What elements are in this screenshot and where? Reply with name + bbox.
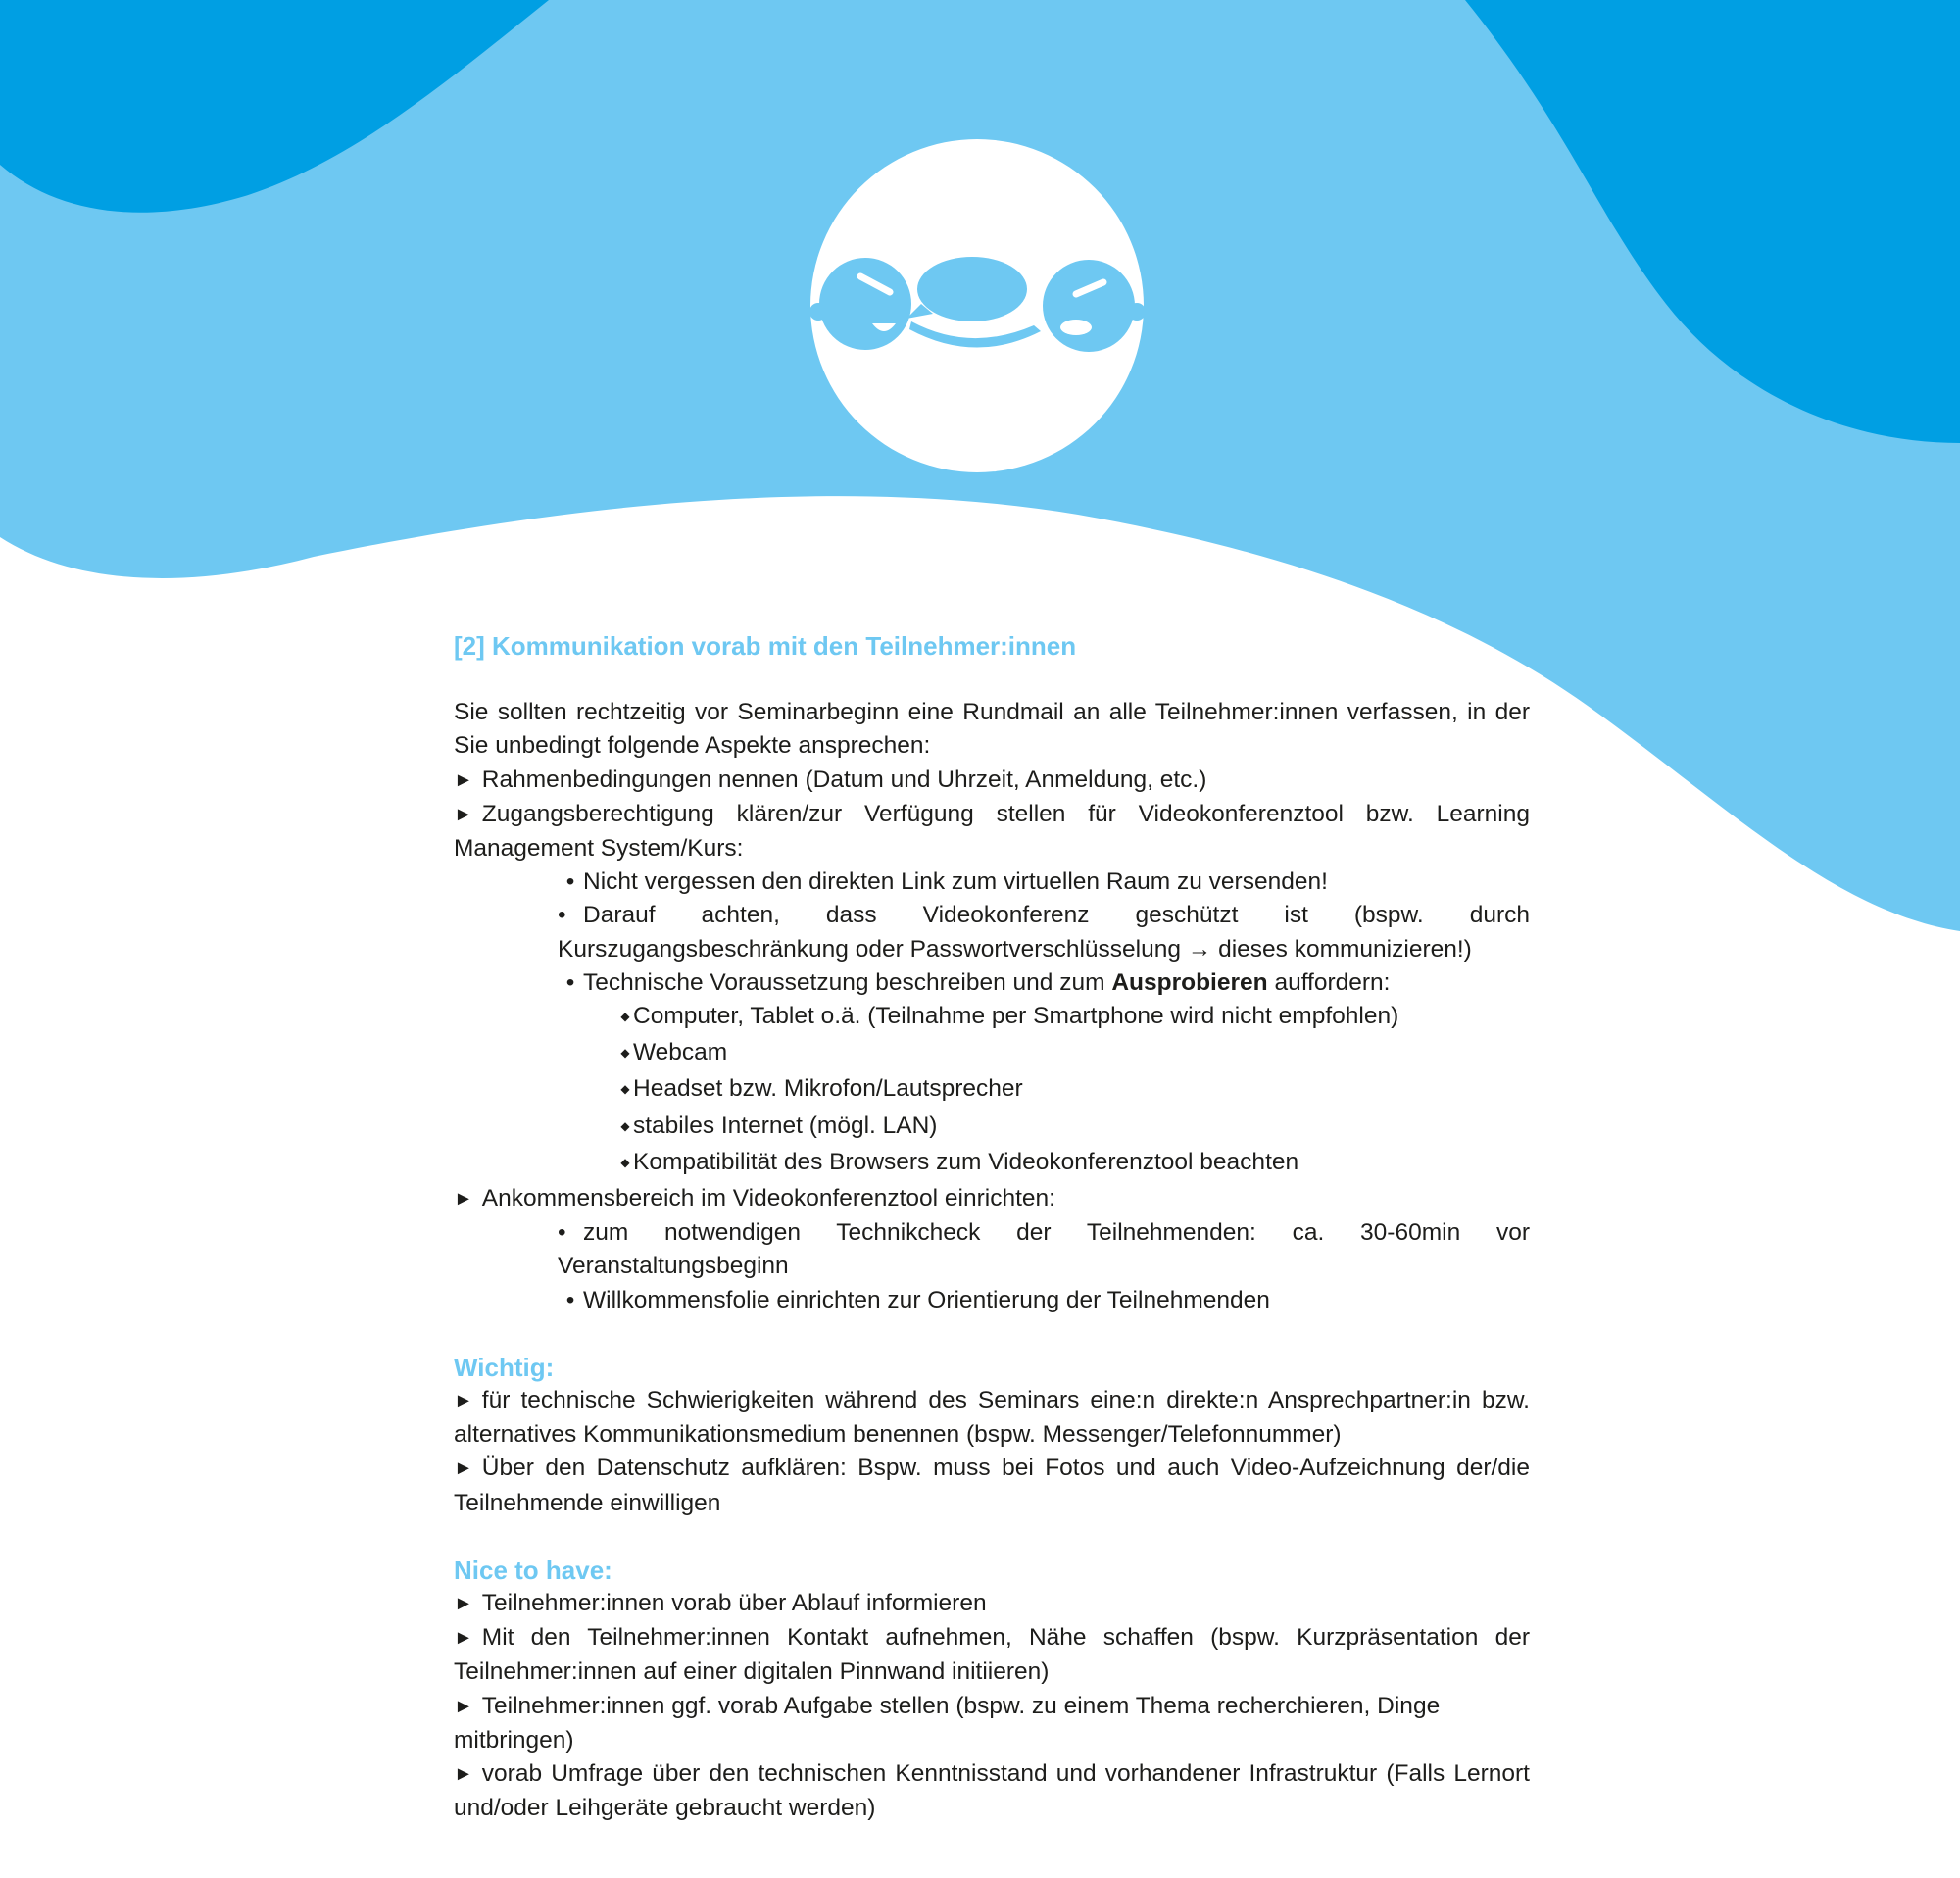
dot-bullet-icon: • <box>565 868 575 896</box>
arrow-bullet-icon: ► <box>454 1188 473 1211</box>
document-content <box>454 629 1530 1826</box>
diamond-bullet-icon: ◆ <box>620 1046 630 1061</box>
list-item: ► Zugangsberechtigung klären/zur Verfügung stellen für Videokonferenztool bzw. Learning Management System/Kurs: <box>454 800 1530 863</box>
wichtig-title: Wichtig: <box>454 1352 555 1382</box>
list-item: ► für technische Schwierigkeiten während des Seminars eine:n direkte:n Ansprechpartner:in bzw. alternatives Kommunikationsmedium benennen (bspw. Messenger/Telefonnummer) <box>454 1387 1530 1449</box>
list-item: • Technische Voraussetzung beschreiben und zum Ausprobieren auffordern: <box>454 966 1530 1000</box>
arrow-bullet-icon: ► <box>454 1458 473 1480</box>
list-item: ► vorab Umfrage über den technischen Kenntnisstand und vorhandener Infrastruktur (Falls Lernort und/oder Leihgeräte gebraucht werden) <box>454 1760 1530 1822</box>
diamond-bullet-icon: ◆ <box>620 1010 630 1024</box>
list-item: ► Über den Datenschutz aufklären: Bspw. muss bei Fotos und auch Video-Aufzeichnung der/die Teilnehmende einwilligen <box>454 1455 1530 1516</box>
list-item: ◆ Kompatibilität des Browsers zum Videokonferenztool beachten <box>454 1146 1530 1182</box>
arrow-bullet-icon: ► <box>454 1627 473 1650</box>
list-item: ► Mit den Teilnehmer:innen Kontakt aufnehmen, Nähe schaffen (bspw. Kurzpräsentation der Teilnehmer:innen auf einer digitalen Pinnwand initiieren) <box>454 1624 1530 1686</box>
list-item: ◆ Computer, Tablet o.ä. (Teilnahme per Smartphone wird nicht empfohlen) <box>454 1000 1530 1036</box>
dot-bullet-icon: • <box>558 902 566 929</box>
list-item: • Darauf achten, dass Videokonferenz geschützt ist (bspw. durch Kurszugangsbeschränkung oder Passwortverschlüsselung → dieses kommunizieren!) <box>454 899 1530 965</box>
dot-bullet-icon: • <box>565 1286 575 1313</box>
emphasis: Ausprobieren <box>1111 968 1268 996</box>
diamond-bullet-icon: ◆ <box>620 1118 630 1133</box>
list-item: ◆ stabiles Internet (mögl. LAN) <box>454 1110 1530 1146</box>
list-item: • zum notwendigen Technikcheck der Teilnehmenden: ca. 30-60min vor Veranstaltungsbeginn <box>454 1216 1530 1283</box>
list-item: • Nicht vergessen den direkten Link zum virtuellen Raum zu versenden! <box>454 865 1530 899</box>
section-title: [2] Kommunikation vorab mit den Teilnehmer:innen <box>454 631 1077 661</box>
arrow-bullet-icon: ► <box>454 1593 473 1615</box>
list-item: • Willkommensfolie einrichten zur Orientierung der Teilnehmenden <box>454 1284 1530 1317</box>
list-item: ◆ Webcam <box>454 1036 1530 1072</box>
list-item: ► Ankommensbereich im Videokonferenztool einrichten: <box>454 1185 1055 1212</box>
arrow-bullet-icon: ► <box>454 768 473 791</box>
arrow-bullet-icon: ► <box>454 1695 473 1717</box>
dot-bullet-icon: • <box>565 968 575 996</box>
arrow-bullet-icon: ► <box>454 803 473 825</box>
arrow-bullet-icon: ► <box>454 1390 473 1412</box>
dot-bullet-icon: • <box>558 1219 566 1247</box>
list-item: ◆ Headset bzw. Mikrofon/Lautsprecher <box>454 1072 1530 1109</box>
diamond-bullet-icon: ◆ <box>620 1082 630 1097</box>
arrow-bullet-icon: ► <box>454 1763 473 1786</box>
list-item: ► Rahmenbedingungen nennen (Datum und Uhrzeit, Anmeldung, etc.) <box>454 766 1207 793</box>
list-item: ► Teilnehmer:innen ggf. vorab Aufgabe stellen (bspw. zu einem Thema recherchieren, Dinge mitbringen) <box>454 1692 1441 1754</box>
nice-title: Nice to have: <box>454 1555 612 1585</box>
intro-text: Sie sollten rechtzeitig vor Seminarbeginn eine Rundmail an alle Teilnehmer:innen verfassen, in der Sie unbedingt folgende Aspekte ansprechen: <box>454 699 1530 760</box>
list-item: ► Teilnehmer:innen vorab über Ablauf informieren <box>454 1590 987 1617</box>
diamond-bullet-icon: ◆ <box>620 1155 630 1169</box>
